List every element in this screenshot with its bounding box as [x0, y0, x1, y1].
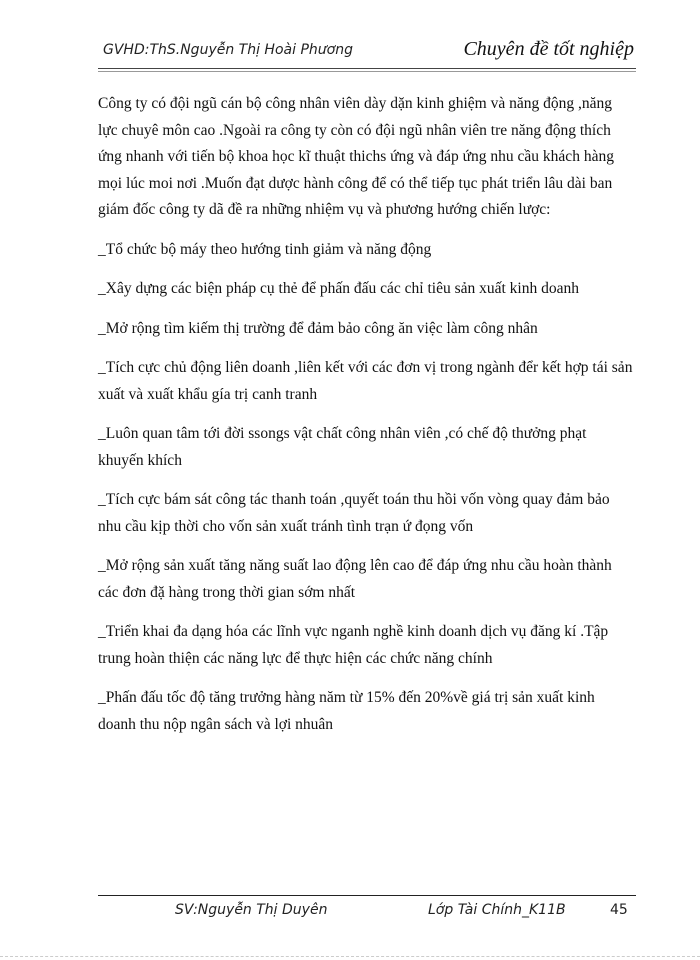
paragraph-item: _Phấn đấu tốc độ tăng trưởng hàng năm từ 15% đến 20%về giá trị sản xuất kinh doanh thu nộp ngân sách và lợi nhuân: [98, 689, 595, 733]
paragraph-item: _Xây dựng các biện pháp cụ thẻ để phấn đấu các chỉ tiêu sản xuất kinh doanh: [98, 280, 579, 297]
header-divider-secondary: [98, 71, 636, 72]
header-supervisor: GVHD:ThS.Nguyễn Thị Hoài Phương: [103, 42, 353, 58]
footer-divider: [98, 895, 636, 896]
page-edge: [0, 956, 700, 957]
paragraph-item: _Mở rộng tìm kiếm thị trường để đảm bảo công ăn việc làm công nhân: [98, 319, 538, 337]
header-divider: [98, 68, 636, 69]
paragraph-item: _Tích cực bám sát công tác thanh toán ,quyết toán thu hồi vốn vòng quay đảm bảo nhu cầu kịp thời cho vốn sản xuất tránh tình trạn ứ đọng vốn: [98, 491, 610, 535]
paragraph-intro: Công ty có đội ngũ cán bộ công nhân viên dày dặn kinh ghiệm và năng động ,năng lực chuyê môn cao .Ngoài ra công ty còn có đội ngũ nhân viên tre năng động thích ứng nhanh với tiến bộ khoa học kĩ thuật thichs ứng và đáp ứng nhu cầu khách hàng mọi lúc moi nơi .Muốn đạt dược hành công để có thể tiếp tục phát triển lâu dài ban giám đốc công ty dã đề ra những nhiệm vụ và phương hướng chiến lược:: [98, 95, 614, 218]
paragraph-item: _Tích cực chủ động liên doanh ,liên kết với các đơn vị trong ngành đểr kết hợp tái sản xuất và xuất khẩu gía trị canh tranh: [98, 359, 633, 403]
page-number: 45: [610, 902, 628, 918]
footer-class: Lớp Tài Chính_K11B: [428, 902, 566, 918]
paragraph-item: _Luôn quan tâm tới đời ssongs vật chất công nhân viên ,có chế độ thưởng phạt khuyến khích: [98, 425, 587, 469]
paragraph-item: _Mở rộng sản xuất tăng năng suất lao động lên cao để đáp ứng nhu cầu hoàn thành các đơn đặ hàng trong thời gian sớm nhất: [98, 557, 612, 601]
paragraph-item: _Triển khai đa dạng hóa các lĩnh vực nganh nghề kinh doanh dịch vụ đăng kí .Tập trung hoàn thiện các năng lực để thực hiện các chức năng chính: [98, 623, 609, 667]
footer-student: SV:Nguyễn Thị Duyên: [175, 902, 328, 918]
document-body: [98, 91, 634, 751]
header-title: Chuyên đề tốt nghiệp: [463, 38, 634, 60]
paragraph-item: _Tổ chức bộ máy theo hướng tinh giảm và năng động: [98, 240, 432, 258]
